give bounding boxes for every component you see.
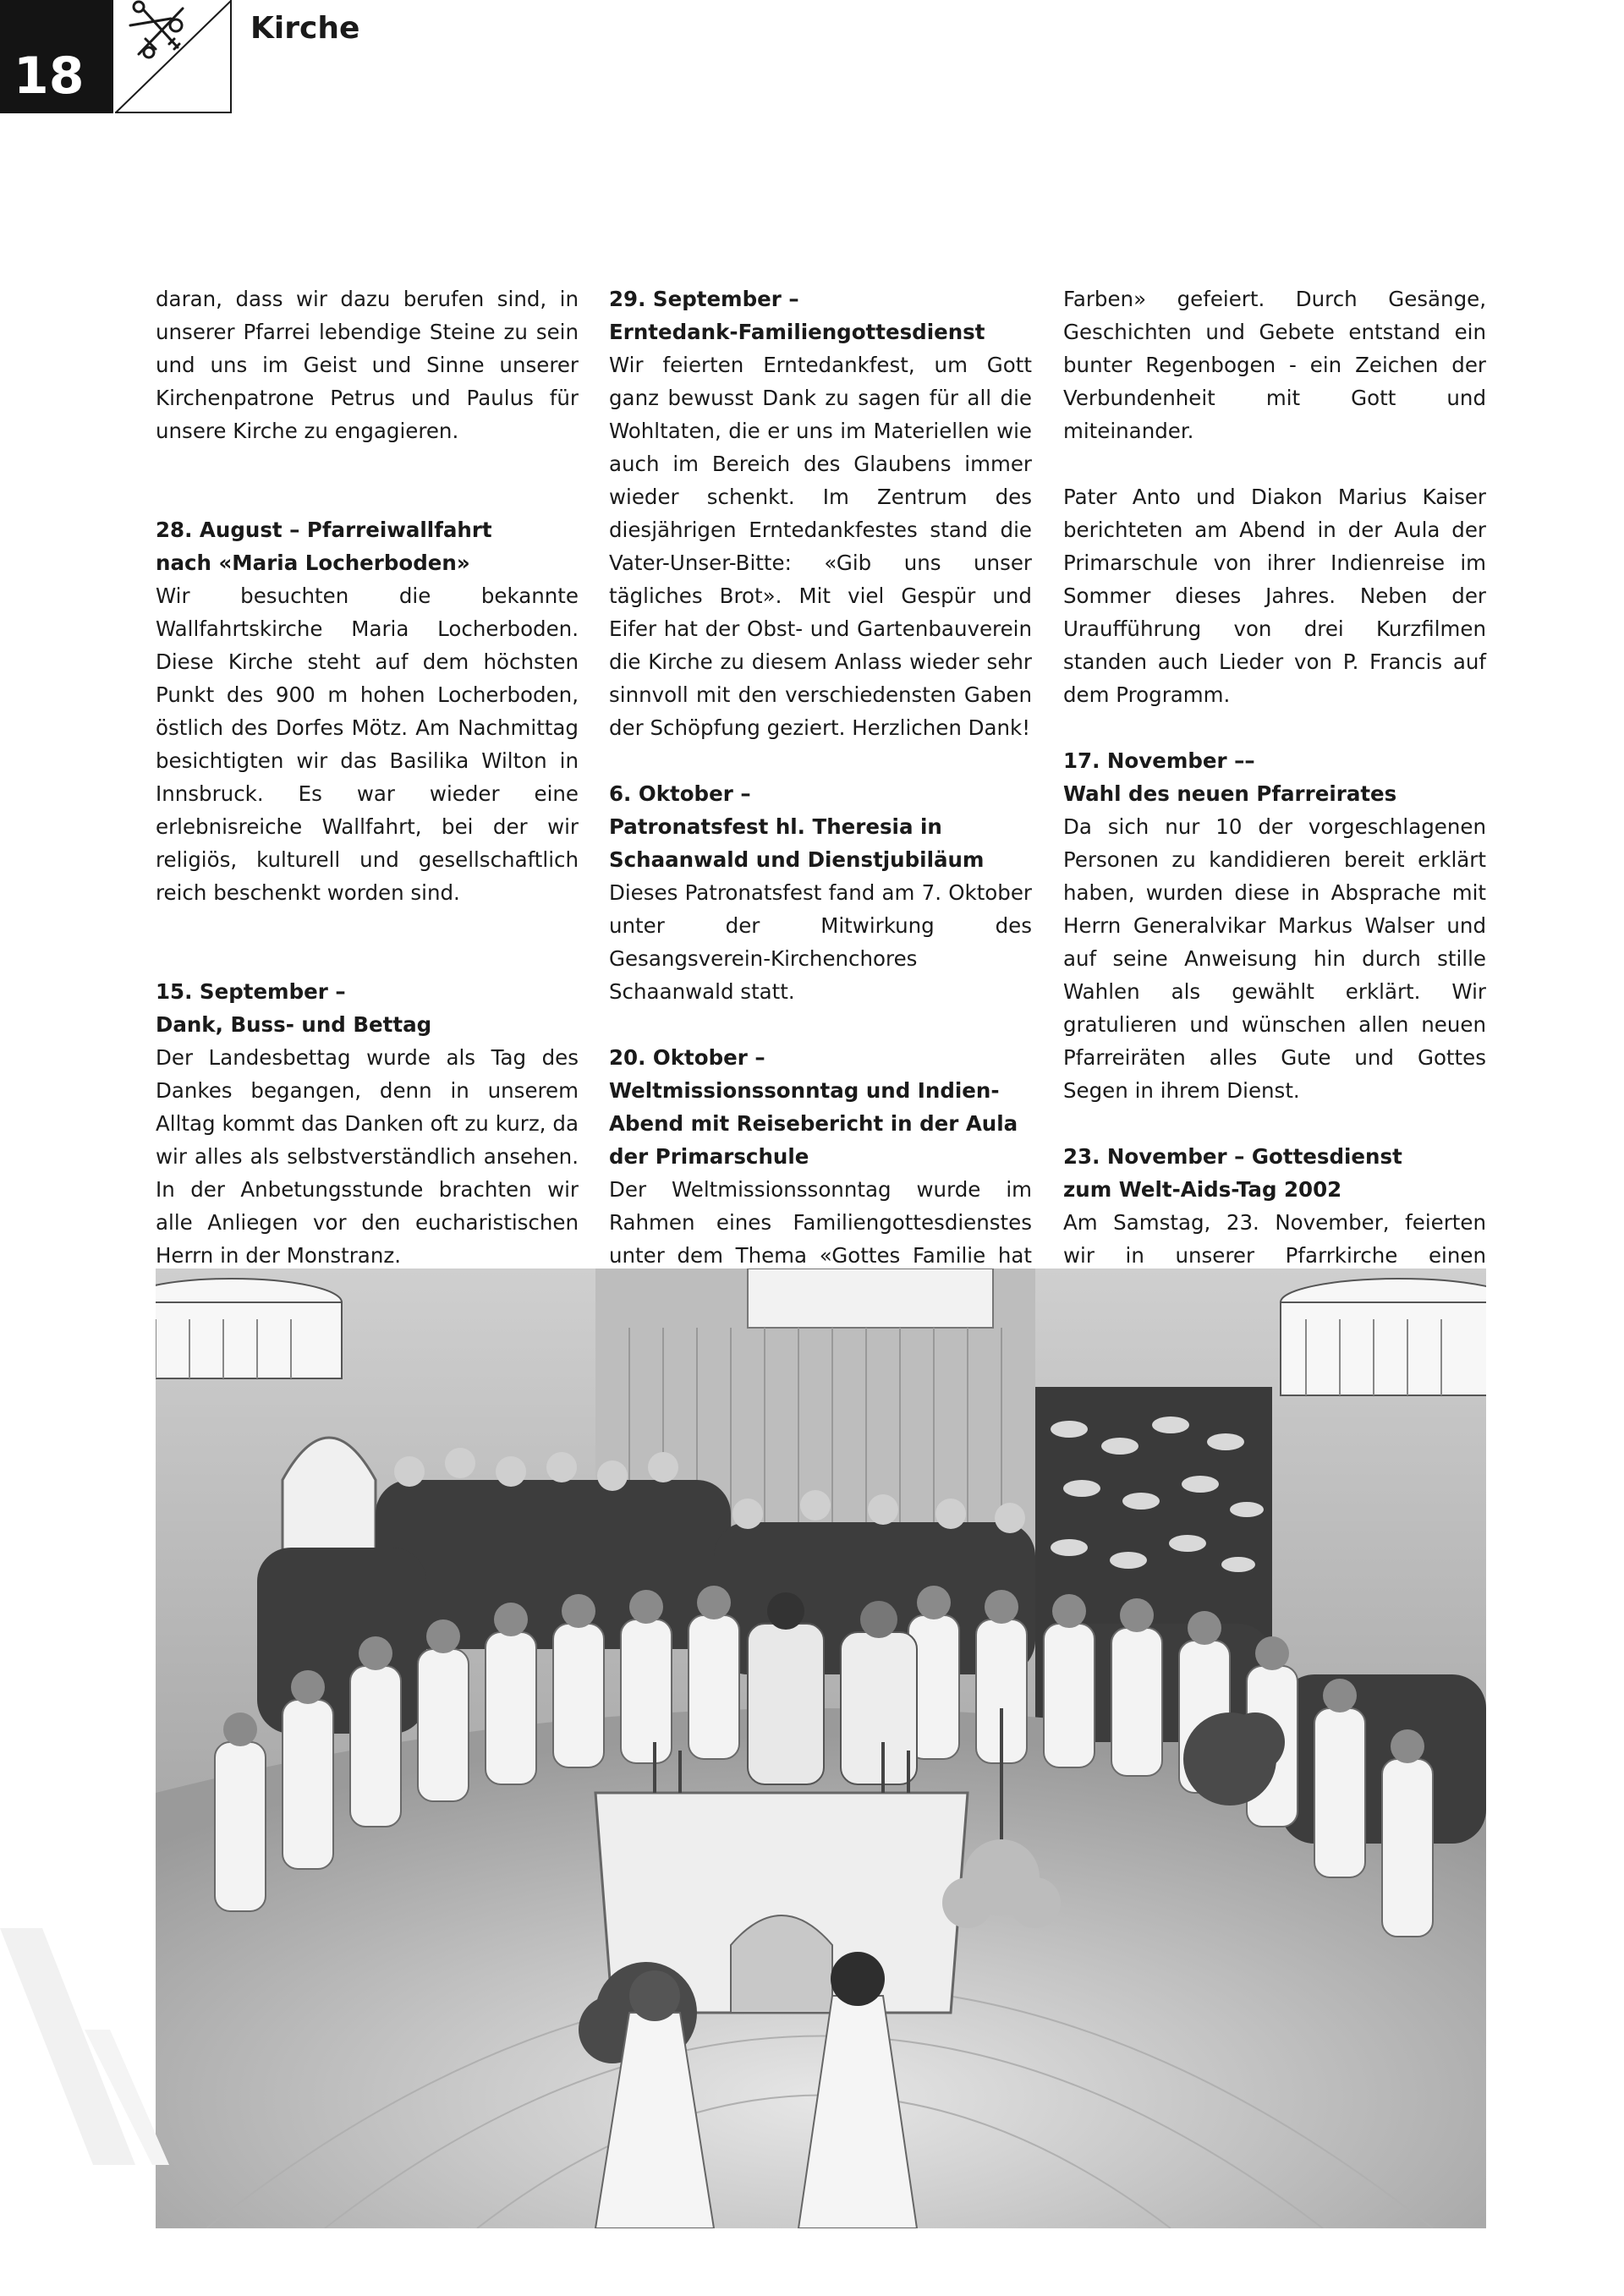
page-number: 18: [14, 47, 85, 106]
church-interior-first-communion-photo: [156, 1269, 1486, 2228]
paragraph: daran, dass wir dazu berufen sind, in unserer Pfarrei lebendige Steine zu sein und uns im Geist und Sinne unserer Kirchenpatrone Petrus und Paulus für unsere Kirche zu engagieren.: [156, 287, 579, 443]
heading-line: zum Welt-Aids-Tag 2002: [1063, 1177, 1342, 1202]
heading-line: Abend mit Reisebericht in der Aula: [609, 1111, 1018, 1136]
article-heading: [609, 777, 1032, 876]
paragraph: Dieses Patronatsfest fand am 7. Oktober unter der Mitwirkung des Gesangsverein-Kirchenchores Schaanwald statt.: [609, 880, 1032, 1004]
heading-line: 17. November ––: [1063, 748, 1255, 773]
text-column-3: [1063, 282, 1486, 1305]
heading-line: 15. September –: [156, 979, 346, 1004]
article-heading: [609, 282, 1032, 348]
paragraph: Am Samstag, 23. November, feierten wir in unserer Pfarrkirche einen: [1063, 1210, 1486, 1268]
text-column-2: [609, 282, 1032, 1305]
heading-line: 29. September –: [609, 287, 799, 311]
paragraph: Wir feierten Erntedankfest, um Gott ganz bewusst Dank zu sagen für all die Wohltaten, die er uns im Materiellen wie auch im Bereich des Glaubens immer wieder schenkt. Im Zentrum des diesjährigen Erntedankfestes stand die Vater-Unser-Bitte: «Gib uns unser tägliches Brot». Mit viel Gespür und Eifer hat der Obst- und Gartenbauverein die Kirche zu diesem Anlass wieder sehr sinnvoll mit den verschiedensten Gaben der Schöpfung geziert. Herzlichen Dank!: [609, 353, 1032, 740]
article-heading: [156, 513, 579, 579]
emblem-box: [115, 0, 232, 113]
watermark-graphic: [0, 1911, 178, 2182]
paragraph: Da sich nur 10 der vorgeschlagenen Personen zu kandidieren bereit erklärt haben, wurden diese in Absprache mit Herrn Generalvikar Markus Walser und auf seine Anweisung hin durch stille Wahlen als gewählt erklärt. Wir gratulieren und wünschen allen neuen Pfarreiräten alles Gute und Gottes Segen in ihrem Dienst.: [1063, 814, 1486, 1103]
heading-line: Schaanwald und Dienstjubiläum: [609, 847, 985, 872]
crossed-keys-and-sword-icon: [115, 0, 232, 113]
heading-line: der Primarschule: [609, 1144, 809, 1169]
section-title: Kirche: [250, 11, 360, 46]
paragraph: Wir besuchten die bekannte Wallfahrtskirche Maria Locherboden. Diese Kirche steht auf dem höchsten Punkt des 900 m hohen Locherboden, östlich des Dorfes Mötz. Am Nachmittag besichtigten wir das Basilika Wilton in Innsbruck. Es war wieder eine erlebnisreiche Wallfahrt, bei der wir religiös, kulturell und gesellschaftlich reich beschenkt worden sind.: [156, 584, 579, 905]
article-heading: [609, 1041, 1032, 1173]
paragraph: Pater Anto und Diakon Marius Kaiser berichteten am Abend in der Aula der Primarschule von ihrer Indienreise im Sommer dieses Jahres. Neben der Uraufführung von drei Kurzfilmen standen auch Lieder von P. Francis auf dem Programm.: [1063, 485, 1486, 707]
heading-line: Weltmissionssonntag und Indien-: [609, 1078, 1000, 1103]
article-heading: [1063, 744, 1486, 810]
heading-line: 6. Oktober –: [609, 781, 751, 806]
heading-line: Dank, Buss- und Bettag: [156, 1012, 432, 1037]
heading-line: Patronatsfest hl. Theresia in: [609, 814, 942, 839]
heading-line: 20. Oktober –: [609, 1045, 765, 1070]
article-heading: [156, 975, 579, 1041]
text-column-1: [156, 282, 579, 1272]
paragraph: Der Landesbettag wurde als Tag des Dankes begangen, denn in unserem Alltag kommt das Danken oft zu kurz, da wir alles als selbstverständlich ansehen. In der Anbetungsstunde brachten wir alle Anliegen vor den eucharistischen Herrn in der Monstranz.: [156, 1045, 579, 1268]
heading-line: Erntedank-Familiengottesdienst: [609, 320, 985, 344]
heading-line: 23. November – Gottesdienst: [1063, 1144, 1402, 1169]
heading-line: 28. August – Pfarreiwallfahrt: [156, 518, 492, 542]
article-heading: [1063, 1140, 1486, 1206]
page-number-box: [0, 0, 113, 113]
heading-line: nach «Maria Locherboden»: [156, 551, 470, 575]
paragraph: Farben» gefeiert. Durch Gesänge, Geschichten und Gebete entstand ein bunter Regenbogen - ein Zeichen der Verbundenheit mit Gott und miteinander.: [1063, 287, 1486, 443]
paragraph: Der Weltmissionssonntag wurde im Rahmen eines Familiengottesdienstes unter dem Thema «Gottes Familie hat: [609, 1177, 1032, 1268]
heading-line: Wahl des neuen Pfarreirates: [1063, 781, 1397, 806]
